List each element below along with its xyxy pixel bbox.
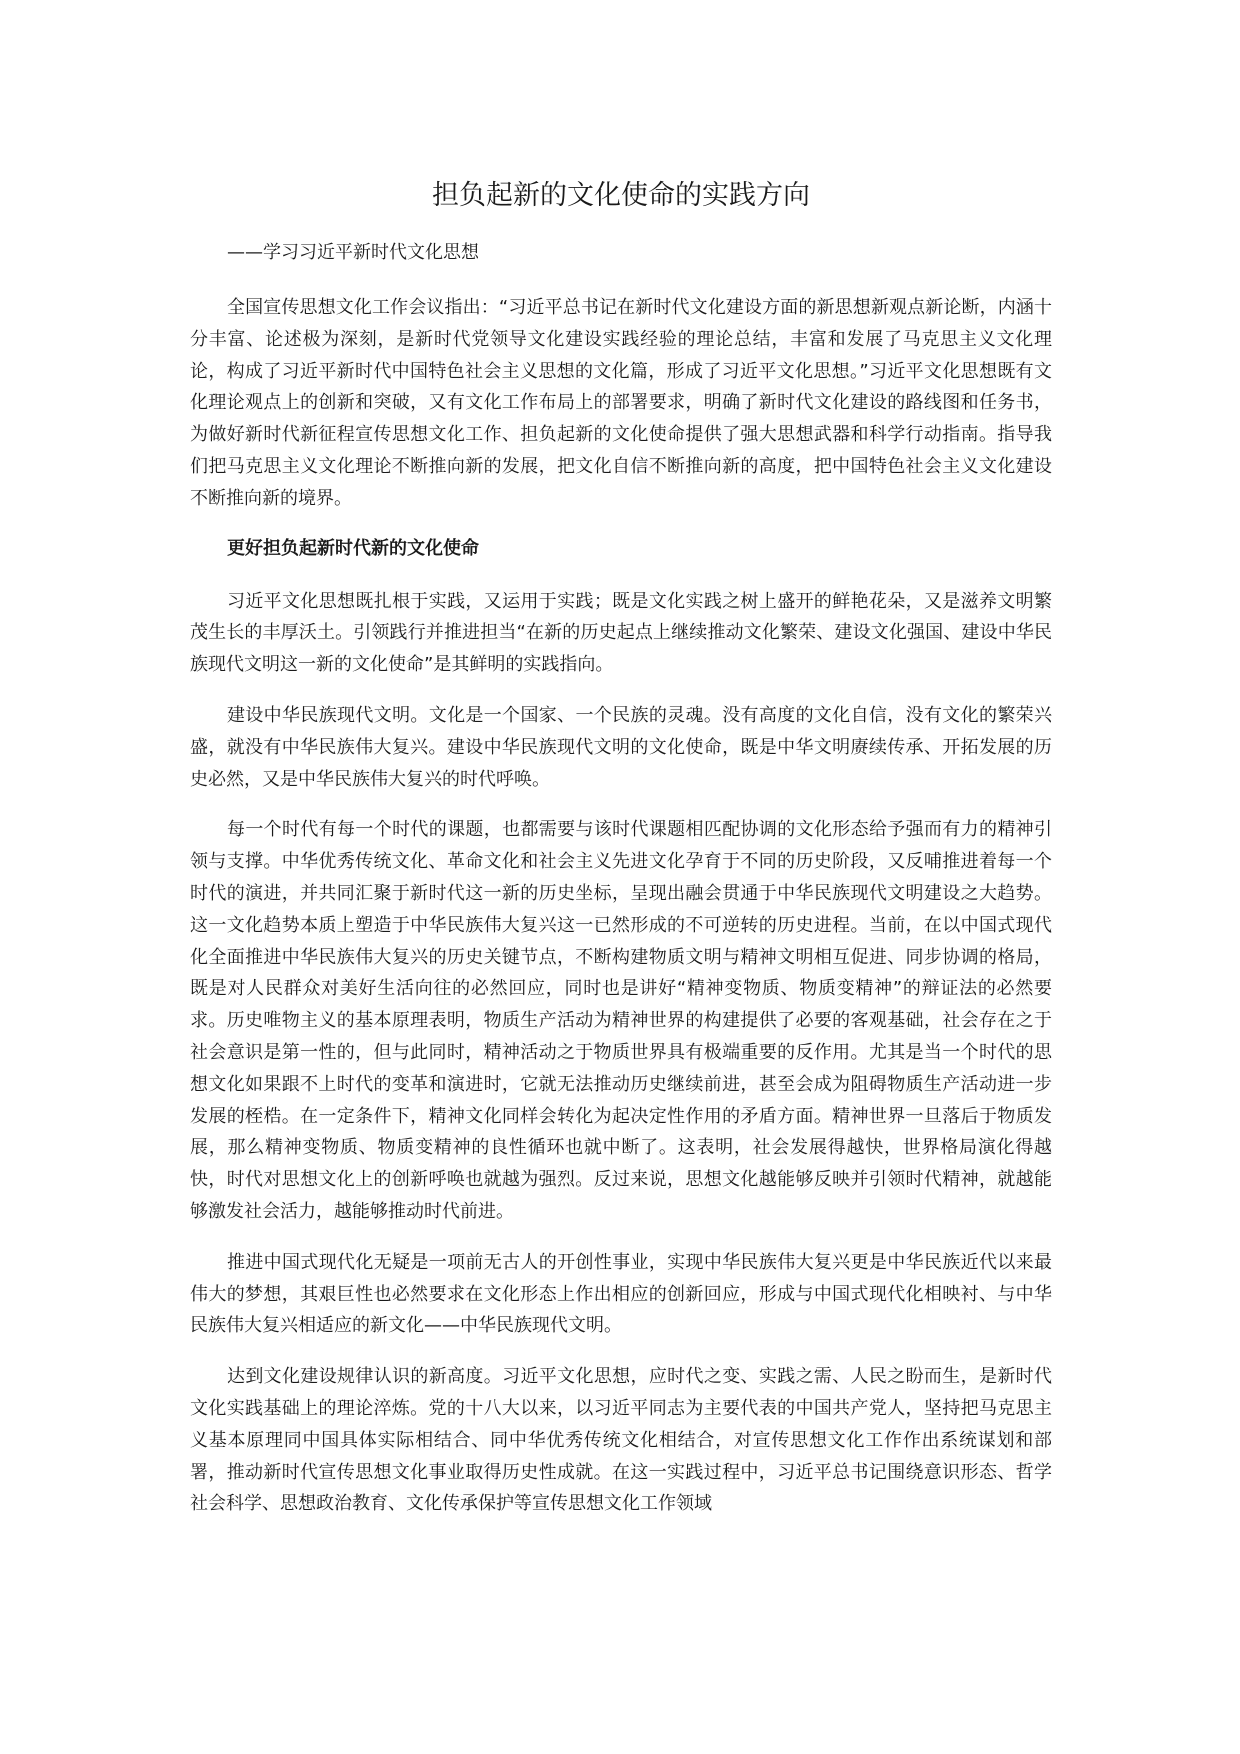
document-title: 担负起新的文化使命的实践方向	[432, 180, 810, 211]
paragraph-intro: 全国宣传思想文化工作会议指出：“习近平总书记在新时代文化建设方面的新思想新观点新论断，内涵十分丰富、论述极为深刻，是新时代党领导文化建设实践经验的理论总结，丰富和发展了马克思主义文化理论，构成了习近平新时代中国特色社会主义思想的文化篇，形成了习近平文化思想。”习近平文化思想既有文化理论观点上的创新和突破，又有文化工作布局上的部署要求，明确了新时代文化建设的路线图和任务书，为做好新时代新征程宣传思想文化工作、担负起新的文化使命提供了强大思想武器和科学行动指南。指导我们把马克思主义文化理论不断推向新的发展，把文化自信不断推向新的高度，把中国特色社会主义文化建设不断推向新的境界。	[190, 297, 1052, 509]
section-heading: 更好担负起新时代新的文化使命	[227, 537, 479, 559]
paragraph: 建设中华民族现代文明。文化是一个国家、一个民族的灵魂。没有高度的文化自信，没有文化的繁荣兴盛，就没有中华民族伟大复兴。建设中华民族现代文明的文化使命，既是中华文明赓续传承、开拓发展的历史必然，又是中华民族伟大复兴的时代呼唤。	[190, 704, 1052, 790]
paragraph: 推进中国式现代化无疑是一项前无古人的开创性事业，实现中华民族伟大复兴更是中华民族近代以来最伟大的梦想，其艰巨性也必然要求在文化形态上作出相应的创新回应，形成与中国式现代化相映衬、与中华民族伟大复兴相适应的新文化——中华民族现代文明。	[190, 1251, 1052, 1337]
paragraph: 达到文化建设规律认识的新高度。习近平文化思想，应时代之变、实践之需、人民之盼而生，是新时代文化实践基础上的理论淬炼。党的十八大以来，以习近平同志为主要代表的中国共产党人，坚持把马克思主义基本原理同中国具体实际相结合、同中华优秀传统文化相结合，对宣传思想文化工作作出系统谋划和部署，推动新时代宣传思想文化事业取得历史性成就。在这一实践过程中，习近平总书记围绕意识形态、哲学社会科学、思想政治教育、文化传承保护等宣传思想文化工作领域	[190, 1366, 1052, 1515]
paragraph: 每一个时代有每一个时代的课题，也都需要与该时代课题相匹配协调的文化形态给予强而有力的精神引领与支撑。中华优秀传统文化、革命文化和社会主义先进文化孕育于不同的历史阶段，又反哺推进着每一个时代的演进，并共同汇聚于新时代这一新的历史坐标，呈现出融会贯通于中华民族现代文明建设之大趋势。这一文化趋势本质上塑造于中华民族伟大复兴这一已然形成的不可逆转的历史进程。当前，在以中国式现代化全面推进中华民族伟大复兴的历史关键节点，不断构建物质文明与精神文明相互促进、同步协调的格局，既是对人民群众对美好生活向往的必然回应，同时也是讲好“精神变物质、物质变精神”的辩证法的必然要求。历史唯物主义的基本原理表明，物质生产活动为精神世界的构建提供了必要的客观基础，社会存在之于社会意识是第一性的，但与此同时，精神活动之于物质世界具有极端重要的反作用。尤其是当一个时代的思想文化如果跟不上时代的变革和演进时，它就无法推动历史继续前进，甚至会成为阻碍物质生产活动进一步发展的桎梏。在一定条件下，精神文化同样会转化为起决定性作用的矛盾方面。精神世界一旦落后于物质发展，那么精神变物质、物质变精神的良性循环也就中断了。这表明，社会发展得越快，世界格局演化得越快，时代对思想文化上的创新呼唤也就越为强烈。反过来说，思想文化越能够反映并引领时代精神，就越能够激发社会活力，越能够推动时代前进。	[190, 819, 1052, 1222]
document-subtitle: ——学习习近平新时代文化思想	[227, 242, 479, 263]
document-page	[190, 176, 1052, 1539]
paragraph: 习近平文化思想既扎根于实践，又运用于实践；既是文化实践之树上盛开的鲜艳花朵，又是滋养文明繁茂生长的丰厚沃土。引领践行并推进担当“在新的历史起点上继续推动文化繁荣、建设文化强国、建设中华民族现代文明这一新的文化使命”是其鲜明的实践指向。	[190, 590, 1052, 676]
